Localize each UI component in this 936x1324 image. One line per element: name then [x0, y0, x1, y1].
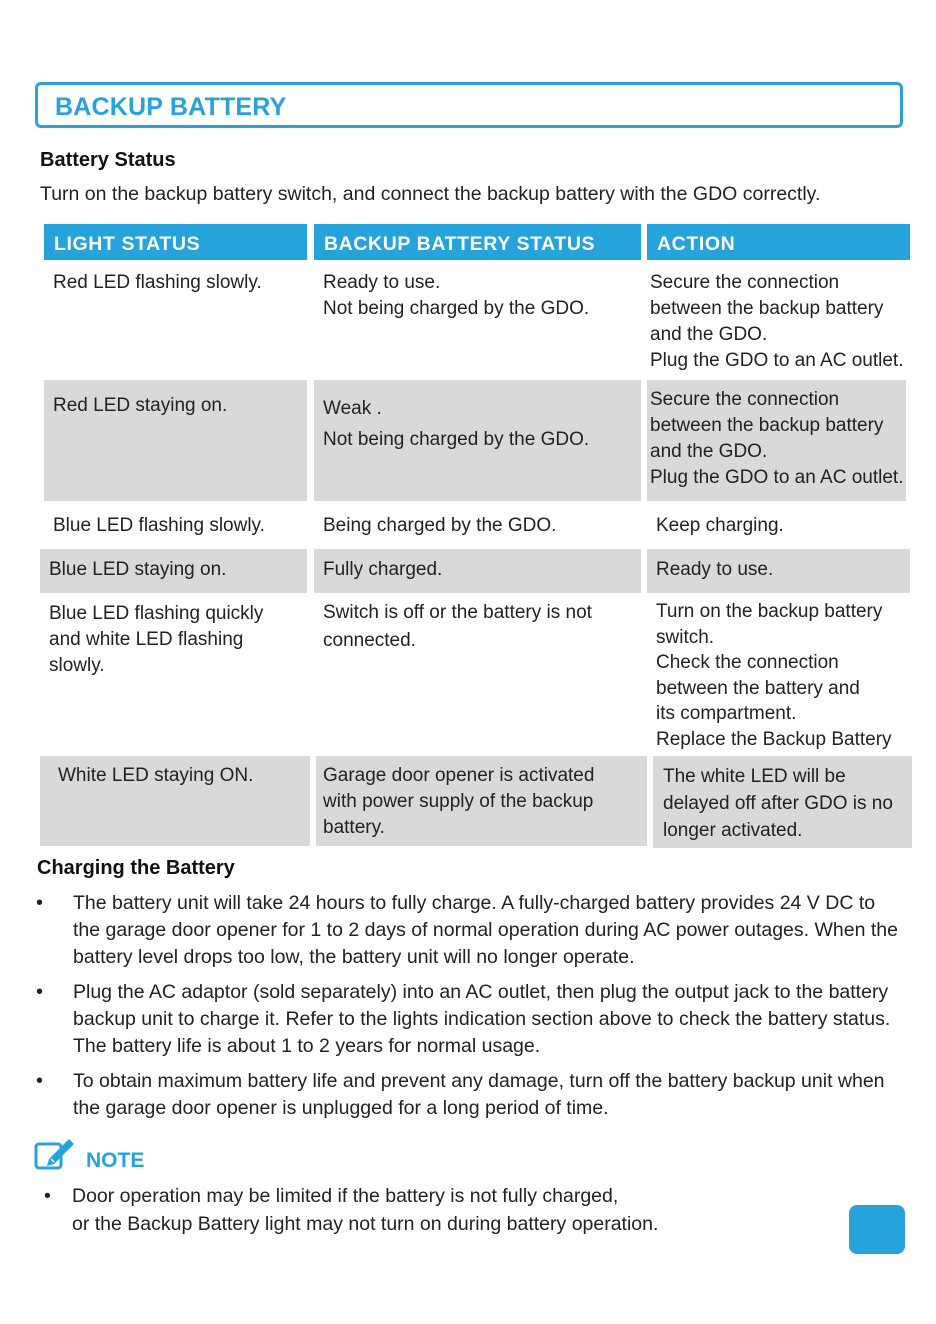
section-header [35, 82, 903, 128]
battery-status-intro: Turn on the backup battery switch, and connect the backup battery with the GDO correctly. [40, 183, 821, 205]
row-3-action: Keep charging. [656, 515, 784, 536]
row-2-status: Weak . Not being charged by the GDO. [314, 380, 641, 501]
section-title: BACKUP BATTERY [55, 93, 287, 121]
row-1-action: Secure the connection between the backup battery and the GDO. Plug the GDO to an AC outlet. [650, 272, 904, 371]
list-item: • To obtain maximum battery life and prevent any damage, turn off the battery backup unit when the garage door opener is unplugged for a long period of time. [36, 1070, 885, 1119]
list-item: • The battery unit will take 24 hours to fully charge. A fully-charged battery provides 24 V DC to the garage door opener for 1 to 2 days of normal operation during AC power outages. When the battery level drops too low, the battery unit will no longer operate. [36, 892, 898, 968]
row-5-status: Switch is off or the battery is not connected. [323, 602, 592, 651]
row-5-action: Turn on the backup battery switch. Check the connection between the battery and its compartment. Replace the Backup Battery [656, 601, 892, 750]
list-item: • Plug the AC adaptor (sold separately) into an AC outlet, then plug the output jack to the battery backup unit to charge it. Refer to the lights indication section above to check the battery status. The battery life is about 1 to 2 years for normal usage. [36, 981, 891, 1057]
charging-heading: Charging the Battery [37, 857, 235, 879]
row-2-light: Red LED staying on. [44, 380, 307, 501]
row-5-light: Blue LED flashing quickly and white LED flashing slowly. [49, 603, 264, 676]
battery-status-heading: Battery Status [40, 149, 176, 171]
charging-bullets [36, 890, 910, 1130]
row-1-status: Ready to use. Not being charged by the GDO. [323, 272, 590, 319]
row-3-light: Blue LED flashing slowly. [53, 515, 265, 536]
pencil-note-icon [34, 1137, 76, 1171]
row-1-light: Red LED flashing slowly. [53, 272, 262, 293]
row-6-status: Garage door opener is activated with power supply of the backup battery. [316, 756, 647, 846]
bullet-dot-icon: • [36, 1070, 44, 1092]
row-3-status: Being charged by the GDO. [323, 515, 557, 536]
header-backup-battery-status: BACKUP BATTERY STATUS [314, 224, 641, 260]
row-6-light: White LED staying ON. [40, 756, 310, 846]
row-6-action: The white LED will be delayed off after GDO is no longer activated. [653, 756, 912, 848]
bullet-dot-icon: • [36, 981, 44, 1003]
bullet-dot-icon: • [44, 1185, 51, 1207]
header-light-status: LIGHT STATUS [44, 224, 307, 260]
row-4-action: Ready to use. [647, 549, 910, 593]
note-label: NOTE [86, 1149, 145, 1172]
row-4-status: Fully charged. [314, 549, 641, 593]
header-action: ACTION [647, 224, 910, 260]
row-4-light: Blue LED staying on. [40, 549, 307, 593]
row-2-action: Secure the connection between the backup battery and the GDO. Plug the GDO to an AC outlet. [647, 380, 906, 501]
bullet-dot-icon: • [36, 892, 44, 914]
page-number-tab [849, 1205, 905, 1254]
